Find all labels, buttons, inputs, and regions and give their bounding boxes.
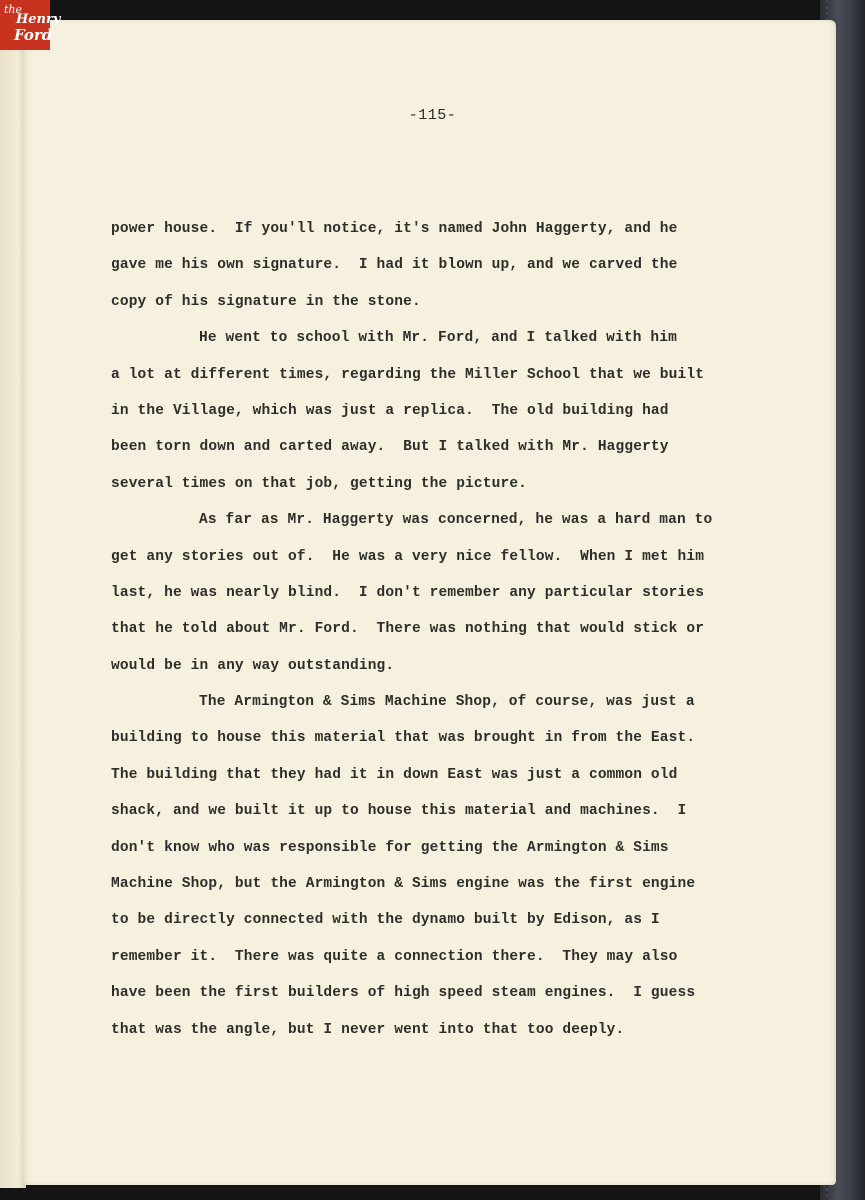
text-line: been torn down and carted away. But I talked with Mr. Haggerty (111, 439, 669, 456)
logo-text-ford: Ford (14, 26, 53, 44)
text-line: last, he was nearly blind. I don't remember any particular stories (111, 584, 705, 601)
text-line: power house. If you'll notice, it's named John Haggerty, and he (111, 221, 678, 237)
text-line: shack, and we built it up to house this material and machines. I (111, 803, 687, 820)
page-number: -115- (408, 107, 457, 124)
text-line: The building that they had it in down East was just a common old (111, 766, 678, 783)
text-line: that he told about Mr. Ford. There was nothing that would stick or (111, 621, 705, 638)
transcript-body (111, 211, 751, 1048)
text-line: gave me his own signature. I had it blown up, and we carved the (111, 257, 678, 274)
text-line: that was the angle, but I never went into that too deeply. (111, 1021, 625, 1038)
text-line: Machine Shop, but the Armington & Sims engine was the first engine (111, 876, 696, 893)
paragraph-start-line: He went to school with Mr. Ford, and I talked with him (199, 330, 677, 347)
paragraph-start-line: The Armington & Sims Machine Shop, of course, was just a (199, 694, 695, 711)
text-line: don't know who was responsible for getting the Armington & Sims (111, 839, 669, 856)
text-line: have been the first builders of high speed steam engines. I guess (111, 985, 696, 1002)
text-line: would be in any way outstanding. (111, 657, 395, 674)
logo-text-the: the (4, 3, 23, 16)
text-line: to be directly connected with the dynamo built by Edison, as I (111, 912, 660, 929)
paragraph-start-line: As far as Mr. Haggerty was concerned, he was a hard man to (199, 512, 713, 529)
logo-text-henry: Henry (16, 12, 61, 27)
text-line: building to house this material that was brought in from the East. (111, 730, 696, 747)
text-line: several times on that job, getting the picture. (111, 475, 528, 492)
text-line: copy of his signature in the stone. (111, 293, 421, 310)
text-line: remember it. There was quite a connection there. They may also (111, 948, 678, 965)
henry-ford-logo (0, 0, 61, 50)
text-line: get any stories out of. He was a very nice fellow. When I met him (111, 548, 705, 565)
text-line: a lot at different times, regarding the Miller School that we built (111, 366, 705, 383)
text-line: in the Village, which was just a replica. The old building had (111, 402, 669, 419)
